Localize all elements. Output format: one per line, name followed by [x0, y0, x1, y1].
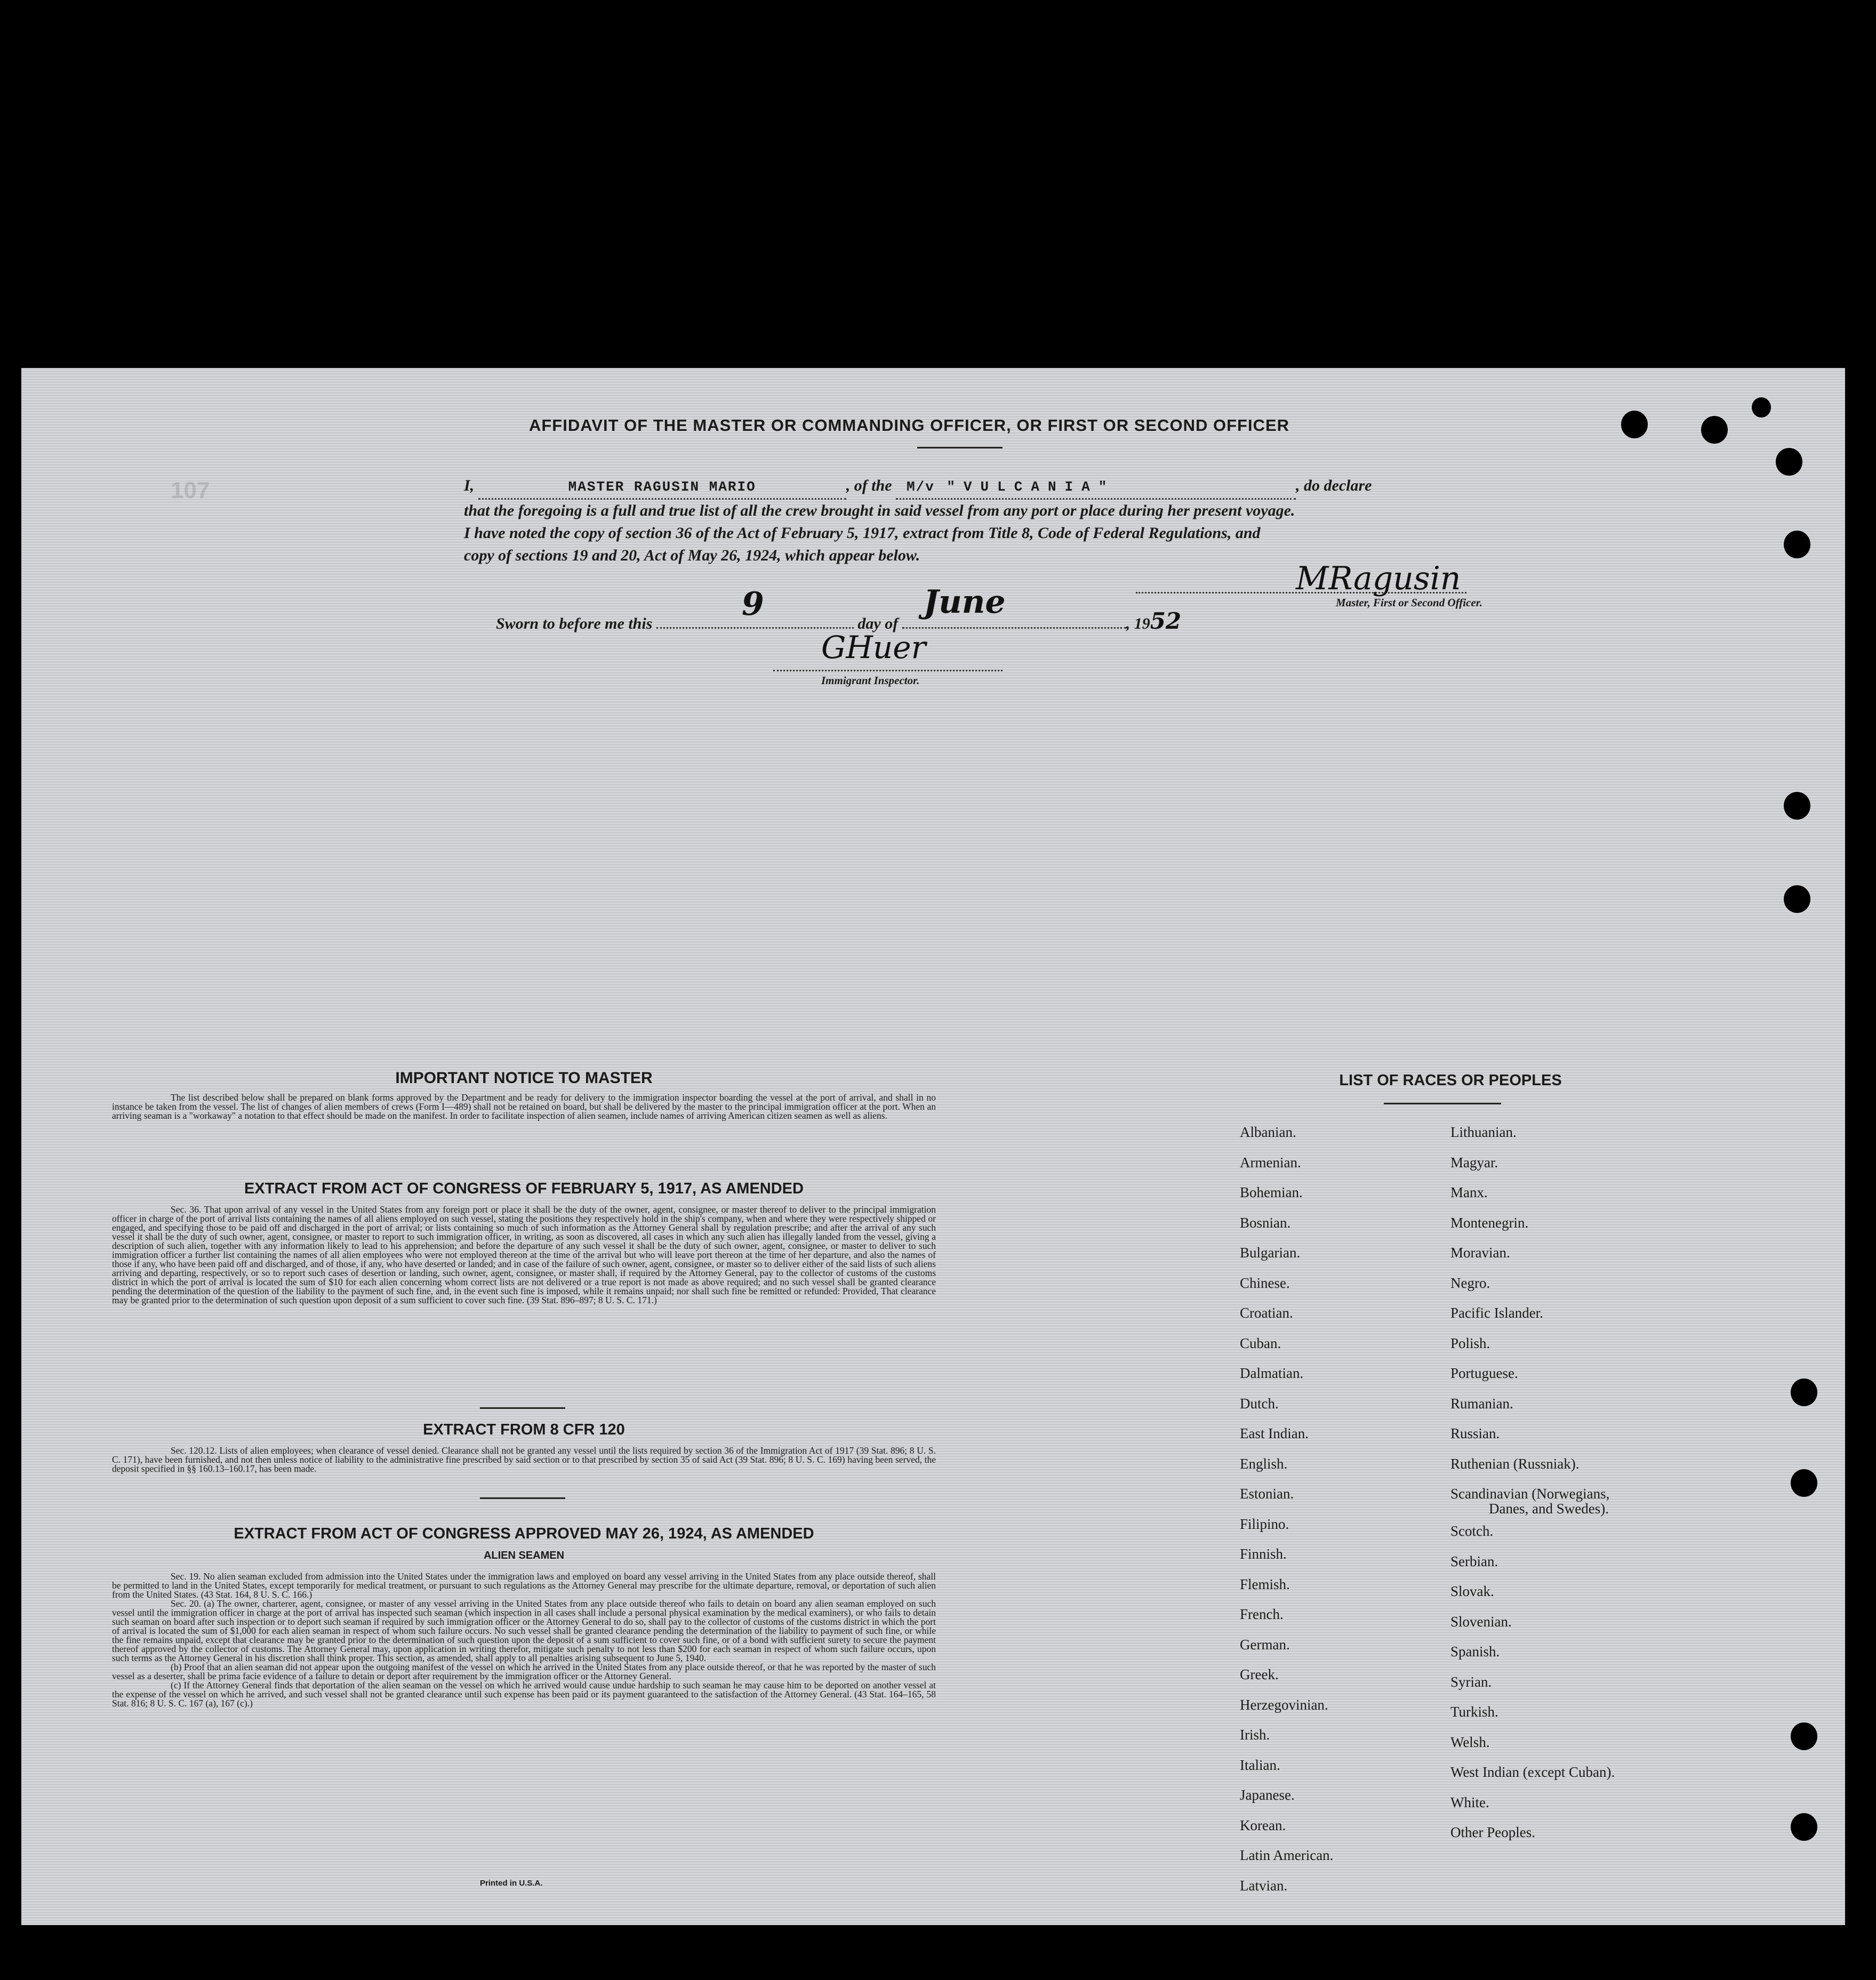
race-item: Polish.: [1450, 1335, 1490, 1351]
master-caption: Master, First or Second Officer.: [1336, 596, 1482, 609]
section-20a: Sec. 20. (a) The owner, charterer, agent, consignee, or master of any vessel arriving in the United States from any place outside thereof who fails to detain on board any alien seaman employed on such vessel until the immigration officer in charge at the port of arrival has inspected such seaman (which inspection in all cases shall include a personal physical examination by the medical examiners), or who fails to detain such seaman on board after such inspection or to deport such seaman if required by such immigration officer or the Attorney General to do so, shall pay to the collector of customs of the customs district in which the port of arrival is located the sum of $1,000 for each alien seaman in respect of whom such failure occurs. No such vessel shall be granted clearance pending the determination of the liability to payment of such fine, or while the fine remains unpaid, except that clearance may be granted prior to the determination of such question upon the deposit of a sum sufficient to cover such fine, or of a bond with sufficient surety to secure the payment thereof approved by the collector of customs. The Attorney General may, upon application in writing therefor, mitigate such penalty to not less than $200 for each seaman in respect of whom such failure occurs, upon such terms as the Attorney General in his discretion shall think proper. This section, as amended, shall apply to all penalties arising subsequent to June 5, 1940.: [112, 1598, 936, 1663]
affidavit-line-2: that the foregoing is a full and true list of all the crew brought in said vessel from any port or place during her present voyage.: [464, 502, 1295, 519]
day-field: [656, 586, 854, 629]
race-item: Dalmatian.: [1240, 1365, 1304, 1381]
race-item: Filipino.: [1240, 1516, 1289, 1532]
race-item: Armenian.: [1240, 1154, 1301, 1171]
section-20c: (c) If the Attorney General finds that deportation of the alien seaman on the vessel on which he arrived would cause undue hardship to such seaman he may cause him to be deported on another vessel at the expense of the vessel on which he arrived, and such vessel shall not be granted clearance until such expense has been paid or its payment guaranteed to the satisfaction of the Attorney General. (43 Stat. 164–165, 58 Stat. 816; 8 U. S. C. 167 (a), 167 (c).): [112, 1680, 936, 1709]
race-item: Latvian.: [1240, 1877, 1288, 1894]
race-item: Slovenian.: [1450, 1613, 1512, 1630]
punch-hole: [1791, 1722, 1817, 1750]
races-column-2: [1450, 1117, 1749, 1848]
affidavit-line-1: [464, 475, 1498, 500]
race-item: Lithuanian.: [1450, 1124, 1517, 1140]
race-item: Flemish.: [1240, 1576, 1290, 1592]
race-item: White.: [1450, 1794, 1489, 1810]
race-item: Ruthenian (Russniak).: [1450, 1455, 1580, 1472]
inspector-caption: Immigrant Inspector.: [821, 674, 920, 687]
race-item: Danes, and Swedes).: [1489, 1501, 1609, 1517]
affidavit-line-3: I have noted the copy of section 36 of the Act of February 5, 1917, extract from Title 8, Code of Federal Regulations, and: [464, 524, 1261, 542]
race-item: Spanish.: [1450, 1644, 1500, 1660]
sworn-day: 9: [741, 586, 764, 623]
race-item: Dutch.: [1240, 1395, 1279, 1412]
races-heading: LIST OF RACES OR PEOPLES: [1339, 1072, 1562, 1089]
master-name-field: [478, 475, 846, 500]
race-item: Negro.: [1450, 1274, 1490, 1291]
race-item: Pacific Islander.: [1450, 1305, 1543, 1321]
affidavit-line-4: copy of sections 19 and 20, Act of May 26, 1924, which appear below.: [464, 547, 920, 564]
punch-hole: [1791, 1813, 1817, 1841]
extract-1917-body: Sec. 36. That upon arrival of any vessel in the United States from any foreign port or place it shall be the duty of the owner, agent, consignee, or master thereof to deliver to the principal immigration officer in charge of the port of arrival lists containing the names of all aliens employed on such vessel, stating the positions they respectively hold in the ship's company, when and where they were respectively shipped or engaged, and specifying those to be paid off and discharged in the port of arrival; or lists containing so much of such information as the Attorney General shall by regulation prescribe; and after the arrival of any such vessel it shall be the duty of such owner, agent, consignee, or master to report to such immigration officer, in writing, as soon as discovered, all cases in which any such alien has illegally landed from the vessel, giving a description of such alien, together with any information likely to lead to his apprehension; and before the departure of any such vessel it shall be the duty of such owner, agent, consignee, or master to deliver to such immigration officer a further list containing the names of all alien employees who were not employed thereon at the time of the arrival but who will leave port thereon at the time of her departure, and also the names of those if any, who have been paid off and discharged, and of those, if any, who have deserted or landed; and in case of the failure of such owner, agent, consignee, or master so to deliver either of the said lists of such aliens arriving and departing, respectively, or so to report such cases of desertion or landing, such owner, agent, consignee, or master shall, if required by the Attorney General, pay to the collector of customs of the customs district in which the port of arrival is located the sum of $10 for each alien concerning whom correct lists are not delivered or a true report is not made as above required; and no such vessel shall be granted clearance pending the determination of the question of the liability to the payment of such fine, and, in the event such fine is imposed, while it remains unpaid; nor shall such fine be remitted or refunded: Provided, That clearance may be granted prior to the determination of such question upon deposit of a sum sufficient to cover such fine. (39 Stat. 896–897; 8 U. S. C. 171.): [112, 1204, 936, 1305]
race-item: Cuban.: [1240, 1335, 1281, 1351]
race-item: Bohemian.: [1240, 1184, 1303, 1200]
race-item: Albanian.: [1240, 1124, 1296, 1140]
punch-hole: [1784, 885, 1810, 913]
race-item: Finnish.: [1240, 1546, 1287, 1562]
punch-hole: [1701, 416, 1728, 444]
race-item: Scotch.: [1450, 1523, 1494, 1539]
section-20b: (b) Proof that an alien seaman did not appear upon the outgoing manifest of the vessel on which he arrived in the United States from any place outside thereof, or that he was reported by the master of such vessel as a deserter, shall be prima facie evidence of a failure to detain or deport after requirement by the immigration officer or the Attorney General.: [112, 1662, 936, 1681]
race-item: East Indian.: [1240, 1425, 1309, 1441]
master-name: MASTER RAGUSIN MARIO: [568, 479, 756, 495]
race-item: Japanese.: [1240, 1787, 1295, 1803]
punch-hole: [1791, 1378, 1817, 1406]
race-item: Latin American.: [1240, 1847, 1334, 1863]
race-item: French.: [1240, 1606, 1284, 1622]
extract-1924-body: [112, 1572, 936, 1708]
sworn-month: June: [923, 583, 1006, 621]
master-signature-block: [1136, 560, 1482, 610]
inspector-signature-block: [773, 629, 1019, 687]
margin-number: 107: [171, 477, 210, 503]
race-item: Moravian.: [1450, 1245, 1510, 1261]
extract-1924-heading: EXTRACT FROM ACT OF CONGRESS APPROVED MAY 26, 1924, AS AMENDED: [234, 1525, 814, 1542]
race-item: Manx.: [1450, 1184, 1488, 1200]
race-item: Syrian.: [1450, 1673, 1492, 1690]
race-item: Korean.: [1240, 1817, 1286, 1833]
race-item: German.: [1240, 1636, 1290, 1653]
year-prefix: 19: [1134, 615, 1150, 632]
punch-hole: [1791, 1469, 1817, 1497]
race-item: Herzegovinian.: [1240, 1696, 1328, 1713]
vessel-name: "VULCANIA": [947, 479, 1116, 495]
year-suffix: 52: [1150, 608, 1182, 634]
alien-seamen-subheading: ALIEN SEAMEN: [483, 1550, 565, 1561]
race-item: English.: [1240, 1455, 1288, 1472]
race-item: Estonian.: [1240, 1486, 1294, 1502]
notice-heading: IMPORTANT NOTICE TO MASTER: [395, 1069, 653, 1087]
vessel-type: M/v: [907, 479, 935, 495]
race-item: Scandinavian (Norwegians,: [1450, 1486, 1610, 1502]
punch-hole: [1776, 448, 1802, 476]
printed-in-usa: Printed in U.S.A.: [480, 1879, 543, 1888]
divider: [480, 1497, 565, 1499]
races-divider: [1384, 1103, 1501, 1104]
notice-body: The list described below shall be prepared on blank forms approved by the Department and be ready for delivery to the immigration inspector boarding the vessel at the port of arrival, and shall in no instance be taken from the vessel. The list of changes of alien members of crews (Form I—489) shall not be retained on board, but shall be delivered by the master to the principal immigration officer at the port. When an arriving seaman is a "workaway" a notation to that effect should be made on the manifest. In order to facilitate inspection of alien seamen, include names of arriving American citizen seamen as well as aliens.: [112, 1092, 936, 1121]
document-sheet: [21, 368, 1845, 1925]
of-the-label: , of the: [846, 477, 892, 494]
race-item: Montenegrin.: [1450, 1214, 1529, 1231]
race-item: West Indian (except Cuban).: [1450, 1764, 1615, 1780]
race-item: Chinese.: [1240, 1274, 1290, 1291]
day-of-label: day of: [857, 615, 899, 632]
race-item: Serbian.: [1450, 1553, 1498, 1569]
races-column-1: [1240, 1117, 1432, 1901]
punch-hole: [1621, 411, 1648, 438]
divider: [480, 1407, 565, 1409]
sworn-label: Sworn to before me this: [496, 615, 653, 632]
race-item: Irish.: [1240, 1727, 1270, 1743]
affidavit-title: AFFIDAVIT OF THE MASTER OR COMMANDING OFFICER, OR FIRST OR SECOND OFFICER: [528, 416, 1290, 435]
affidavit-text: [464, 475, 1498, 567]
section-19: Sec. 19. No alien seaman excluded from admission into the United States under the immigration laws and employed on board any vessel arriving in the United States from any place outside thereof, shall be permitted to land in the United States, except temporarily for medical treatment, or pursuant to such regulations as the Attorney General may prescribe for the ultimate departure, removal, or deportation of such alien from the United States. (43 Stat. 164, 8 U. S. C. 166.): [112, 1571, 936, 1600]
race-item: Turkish.: [1450, 1704, 1498, 1720]
race-item: Portuguese.: [1450, 1365, 1518, 1381]
race-item: Rumanian.: [1450, 1395, 1513, 1412]
extract-1917-heading: EXTRACT FROM ACT OF CONGRESS OF FEBRUARY 5, 1917, AS AMENDED: [244, 1180, 804, 1197]
race-item: Croatian.: [1240, 1305, 1293, 1321]
extract-cfr-body: Sec. 120.12. Lists of alien employees; when clearance of vessel denied. Clearance shall not be granted any vessel until the lists required by section 36 of the Immigration Act of 1917 (39 Stat. 896; 8 U. S. C. 171), have been furnished, and not then unless notice of liability to the administrative fine prescribed by said section or to that prescribed by section 35 of said Act (39 Stat. 896; 8 U. S. C. 169) having been served, the deposit specified in §§ 160.13–160.17, has been made.: [112, 1445, 936, 1474]
inspector-signature: GHuer: [821, 629, 926, 666]
vessel-field: [896, 475, 1296, 500]
i-label: I,: [464, 477, 475, 494]
race-item: Other Peoples.: [1450, 1824, 1535, 1840]
race-item: Russian.: [1450, 1425, 1500, 1441]
race-item: Bulgarian.: [1240, 1245, 1301, 1261]
race-item: Italian.: [1240, 1757, 1280, 1773]
extract-cfr-heading: EXTRACT FROM 8 CFR 120: [423, 1421, 625, 1438]
master-signature: MRagusin: [1296, 560, 1461, 597]
race-item: Slovak.: [1450, 1583, 1494, 1599]
title-divider: [917, 447, 1003, 448]
punch-hole: [1752, 397, 1771, 418]
race-item: Bosnian.: [1240, 1214, 1291, 1231]
race-item: Magyar.: [1450, 1154, 1498, 1171]
month-field: [902, 583, 1126, 629]
punch-hole: [1784, 792, 1810, 820]
declare-label: , do declare: [1296, 477, 1372, 494]
punch-hole: [1784, 531, 1810, 558]
race-item: Welsh.: [1450, 1734, 1490, 1750]
race-item: Greek.: [1240, 1666, 1279, 1682]
sworn-line: Sworn to before me this 9 day of June , 1952: [496, 583, 1182, 634]
